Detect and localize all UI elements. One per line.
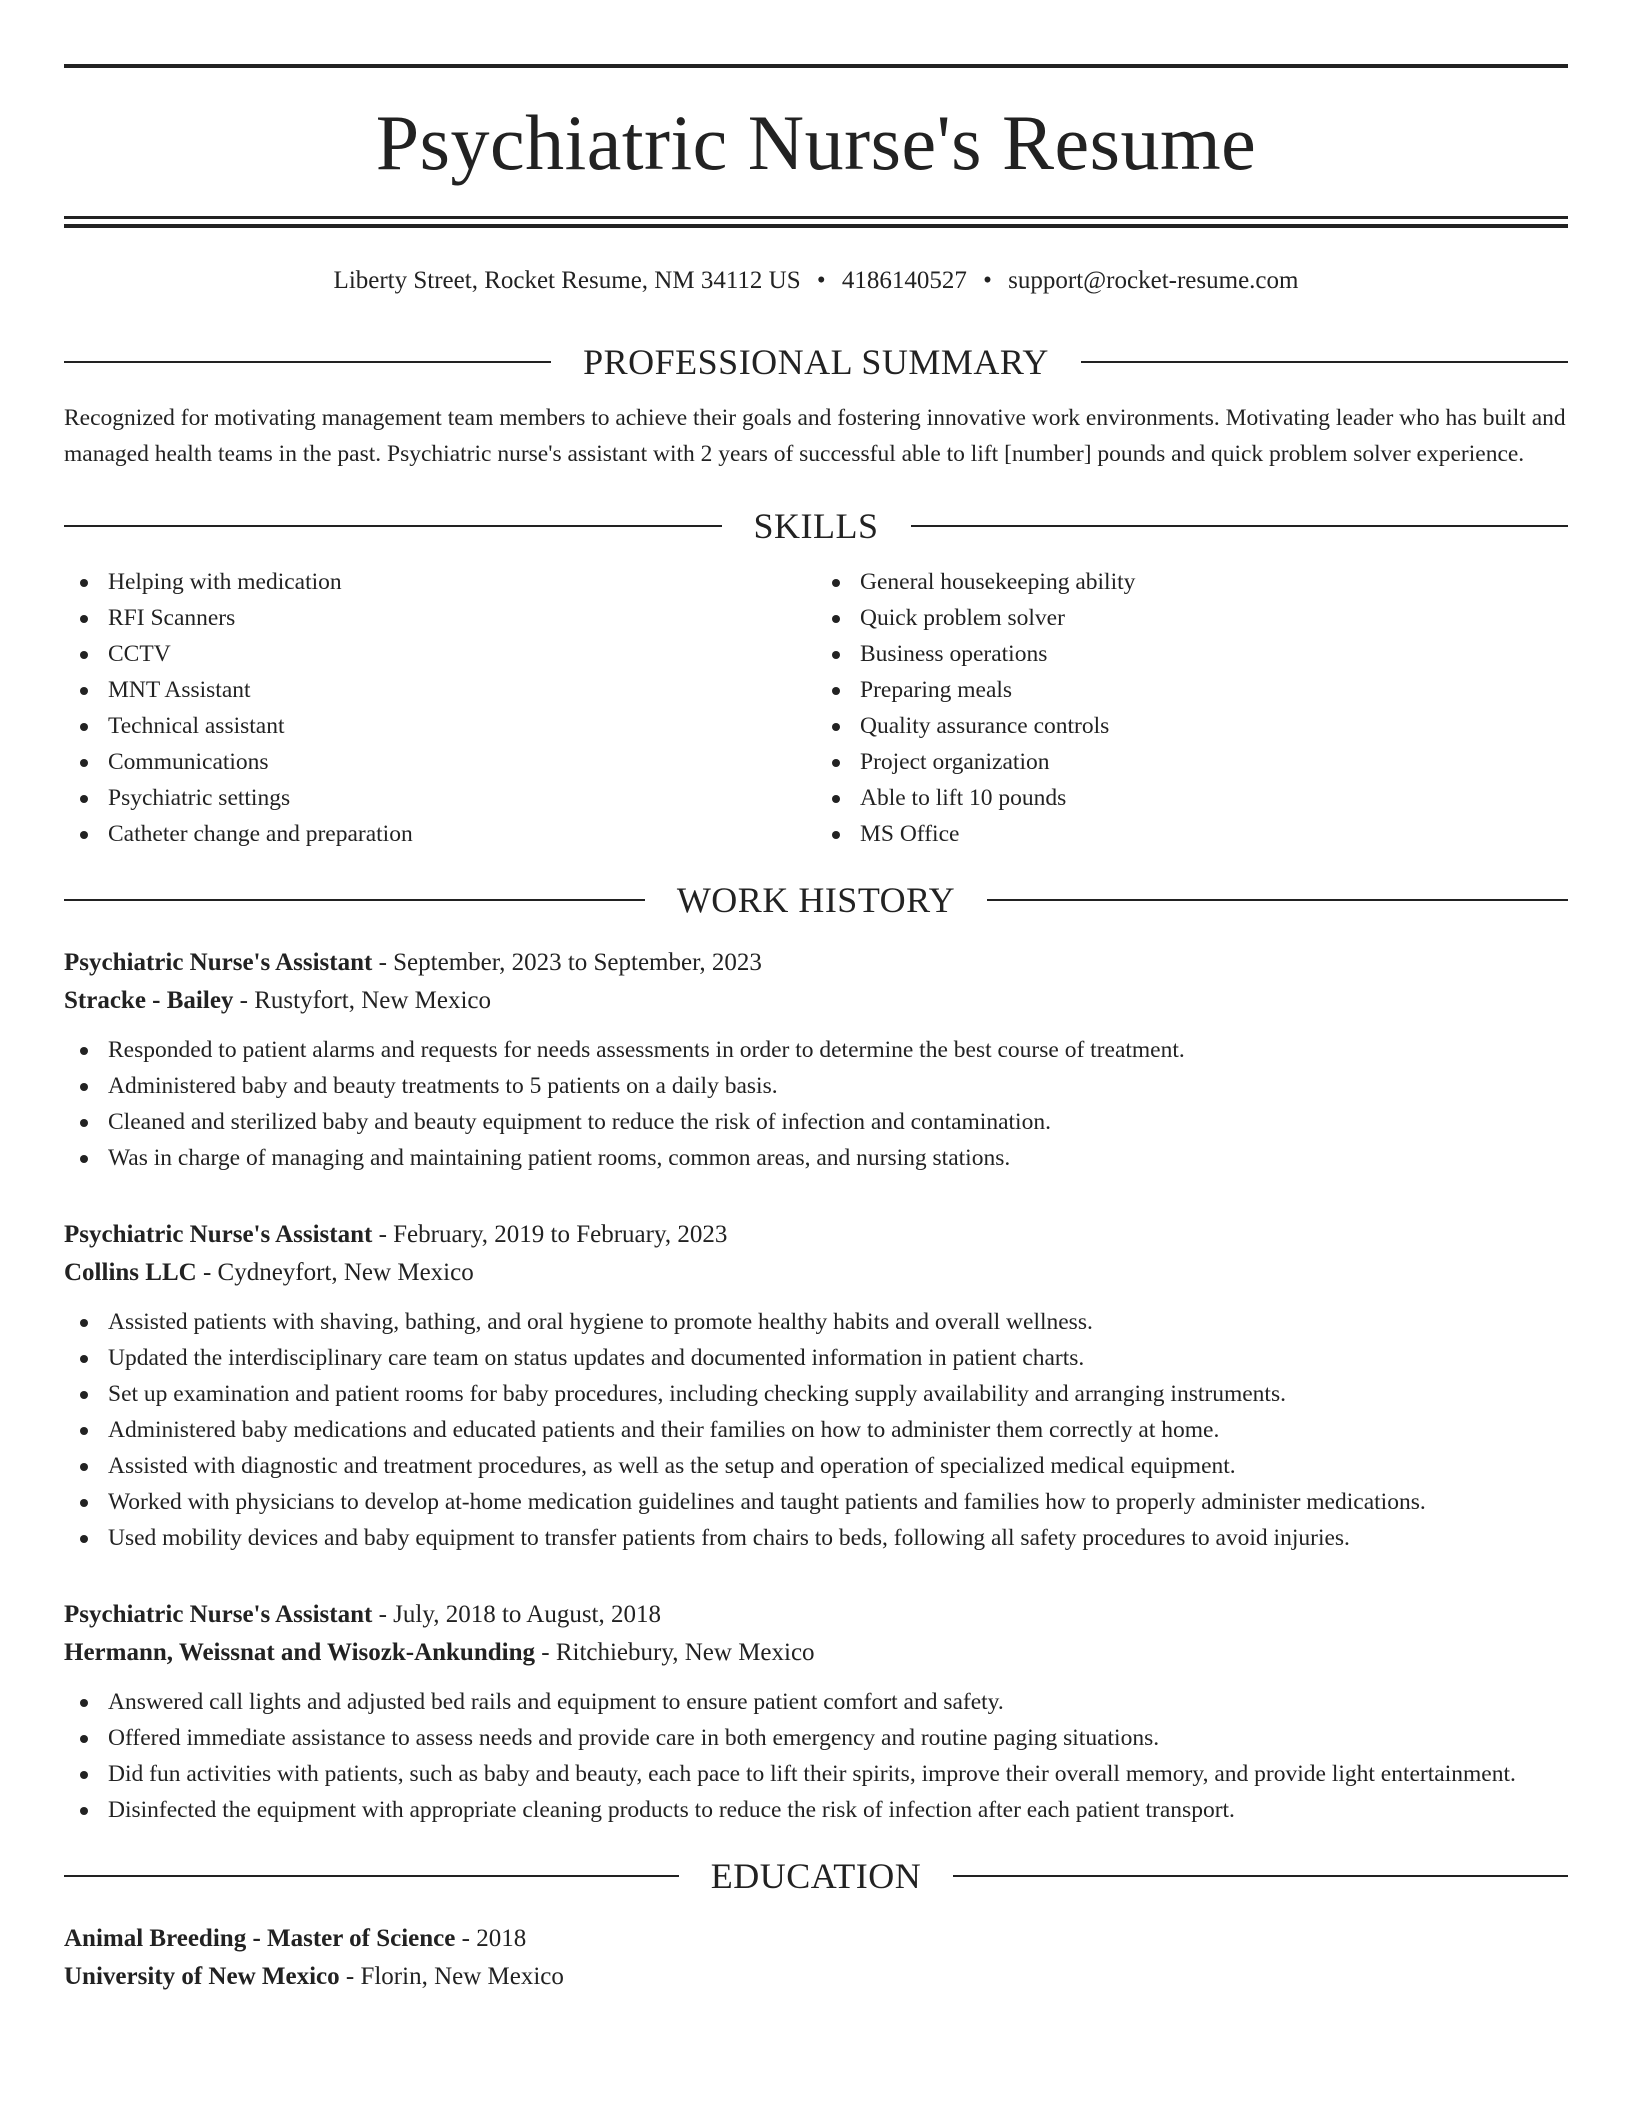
job-company: Hermann, Weissnat and Wisozk-Ankunding — [64, 1639, 535, 1666]
job-bullet: Assisted with diagnostic and treatment procedures, as well as the setup and operation of specialized medical equipment. — [64, 1448, 1568, 1484]
education-location: Florin, New Mexico — [360, 1963, 564, 1990]
resume-title: Psychiatric Nurse's Resume — [375, 99, 1257, 186]
heading-rule-left — [64, 525, 722, 527]
work-section-heading — [64, 880, 1568, 920]
skill-item: Helping with medication — [64, 564, 816, 600]
contact-separator: • — [816, 267, 826, 294]
education-section-heading — [64, 1856, 1568, 1896]
job-entry — [64, 944, 1568, 1176]
job-bullet: Disinfected the equipment with appropriate cleaning products to reduce the risk of infection after each patient transport. — [64, 1792, 1568, 1828]
skill-item: Able to lift 10 pounds — [816, 780, 1568, 816]
job-dates: July, 2018 to August, 2018 — [393, 1601, 662, 1628]
job-bullets — [64, 1304, 1568, 1556]
skill-item: Project organization — [816, 744, 1568, 780]
skill-item: CCTV — [64, 636, 816, 672]
skill-item: Business operations — [816, 636, 1568, 672]
title-double-rule — [64, 216, 1568, 228]
job-company: Stracke - Bailey — [64, 987, 234, 1014]
work-heading: WORK HISTORY — [676, 880, 956, 920]
job-bullet: Used mobility devices and baby equipment to transfer patients from chairs to beds, following all safety procedures to avoid injuries. — [64, 1520, 1568, 1556]
skills-section-heading — [64, 506, 1568, 546]
skill-item: Preparing meals — [816, 672, 1568, 708]
job-bullet: Administered baby medications and educated patients and their families on how to administer them correctly at home. — [64, 1412, 1568, 1448]
job-title-line: Psychiatric Nurse's Assistant - February, 2019 to February, 2023 — [64, 1221, 728, 1248]
job-company-line: Hermann, Weissnat and Wisozk-Ankunding - Ritchiebury, New Mexico — [64, 1639, 815, 1666]
skills-columns — [64, 564, 1568, 852]
job-dates: September, 2023 to September, 2023 — [393, 949, 762, 976]
job-company: Collins LLC — [64, 1259, 197, 1286]
skill-item: Technical assistant — [64, 708, 816, 744]
job-bullet: Answered call lights and adjusted bed rails and equipment to ensure patient comfort and safety. — [64, 1684, 1568, 1720]
skill-item: Quick problem solver — [816, 600, 1568, 636]
job-bullet: Updated the interdisciplinary care team on status updates and documented information in patient charts. — [64, 1340, 1568, 1376]
education-degree-line: Animal Breeding - Master of Science - 2018 — [64, 1925, 527, 1952]
education-year: 2018 — [476, 1925, 527, 1952]
skill-item: RFI Scanners — [64, 600, 816, 636]
job-bullet: Responded to patient alarms and requests for needs assessments in order to determine the best course of treatment. — [64, 1032, 1568, 1068]
skill-item: Quality assurance controls — [816, 708, 1568, 744]
heading-rule-left — [64, 361, 551, 363]
contact-line — [64, 264, 1568, 298]
contact-email[interactable]: support@rocket-resume.com — [1008, 267, 1299, 294]
education-entry — [64, 1920, 1568, 1996]
education-heading: EDUCATION — [710, 1856, 922, 1896]
education-school-line: University of New Mexico - Florin, New Mexico — [64, 1963, 564, 1990]
top-rule — [64, 64, 1568, 68]
job-bullet: Worked with physicians to develop at-home medication guidelines and taught patients and families how to properly administer medications. — [64, 1484, 1568, 1520]
job-entry — [64, 1596, 1568, 1828]
job-bullets — [64, 1032, 1568, 1176]
education-school: University of New Mexico — [64, 1963, 340, 1990]
job-location: Ritchiebury, New Mexico — [555, 1639, 815, 1666]
skill-item: Psychiatric settings — [64, 780, 816, 816]
job-bullet: Offered immediate assistance to assess needs and provide care in both emergency and routine paging situations. — [64, 1720, 1568, 1756]
heading-rule-right — [987, 899, 1568, 901]
job-bullet: Was in charge of managing and maintaining patient rooms, common areas, and nursing stations. — [64, 1140, 1568, 1176]
heading-rule-left — [64, 1875, 679, 1877]
job-bullet: Cleaned and sterilized baby and beauty equipment to reduce the risk of infection and contamination. — [64, 1104, 1568, 1140]
job-entry — [64, 1216, 1568, 1556]
contact-phone[interactable]: 4186140527 — [841, 267, 967, 294]
heading-rule-right — [953, 1875, 1568, 1877]
skills-left-list — [64, 564, 816, 852]
job-company-line: Collins LLC - Cydneyfort, New Mexico — [64, 1259, 474, 1286]
job-title-line: Psychiatric Nurse's Assistant - July, 2018 to August, 2018 — [64, 1601, 662, 1628]
job-bullets — [64, 1684, 1568, 1828]
job-location: Rustyfort, New Mexico — [254, 987, 492, 1014]
skills-right-list — [816, 564, 1568, 852]
summary-heading: PROFESSIONAL SUMMARY — [583, 342, 1049, 382]
contact-separator: • — [983, 267, 992, 294]
job-title: Psychiatric Nurse's Assistant — [64, 949, 373, 976]
summary-section-heading — [64, 342, 1568, 382]
skill-item: Communications — [64, 744, 816, 780]
skill-item: MS Office — [816, 816, 1568, 852]
heading-rule-right — [911, 525, 1569, 527]
heading-rule-left — [64, 899, 645, 901]
skill-item: MNT Assistant — [64, 672, 816, 708]
job-company-line: Stracke - Bailey - Rustyfort, New Mexico — [64, 987, 492, 1014]
skill-item: Catheter change and preparation — [64, 816, 816, 852]
job-dates: February, 2019 to February, 2023 — [393, 1221, 728, 1248]
education-degree: Animal Breeding - Master of Science — [64, 1925, 456, 1952]
contact-address: Liberty Street, Rocket Resume, NM 34112 US — [333, 267, 801, 294]
job-location: Cydneyfort, New Mexico — [217, 1259, 474, 1286]
job-title: Psychiatric Nurse's Assistant — [64, 1221, 373, 1248]
job-title-line: Psychiatric Nurse's Assistant - September, 2023 to September, 2023 — [64, 949, 762, 976]
skills-heading: SKILLS — [753, 506, 879, 546]
skill-item: General housekeeping ability — [816, 564, 1568, 600]
job-bullet: Administered baby and beauty treatments to 5 patients on a daily basis. — [64, 1068, 1568, 1104]
job-title: Psychiatric Nurse's Assistant — [64, 1601, 373, 1628]
heading-rule-right — [1081, 361, 1568, 363]
job-bullet: Assisted patients with shaving, bathing, and oral hygiene to promote healthy habits and overall wellness. — [64, 1304, 1568, 1340]
job-bullet: Did fun activities with patients, such as baby and beauty, each pace to lift their spirits, improve their overall memory, and provide light entertainment. — [64, 1756, 1568, 1792]
summary-text: Recognized for motivating management team members to achieve their goals and fostering innovative work environments. Motivating leader who has built and managed health teams in the past. Psychiatric nurse's assistant with 2 years of successful able to lift [number] pounds and quick problem solver experience. — [64, 405, 1566, 467]
job-bullet: Set up examination and patient rooms for baby procedures, including checking supply availability and arranging instruments. — [64, 1376, 1568, 1412]
